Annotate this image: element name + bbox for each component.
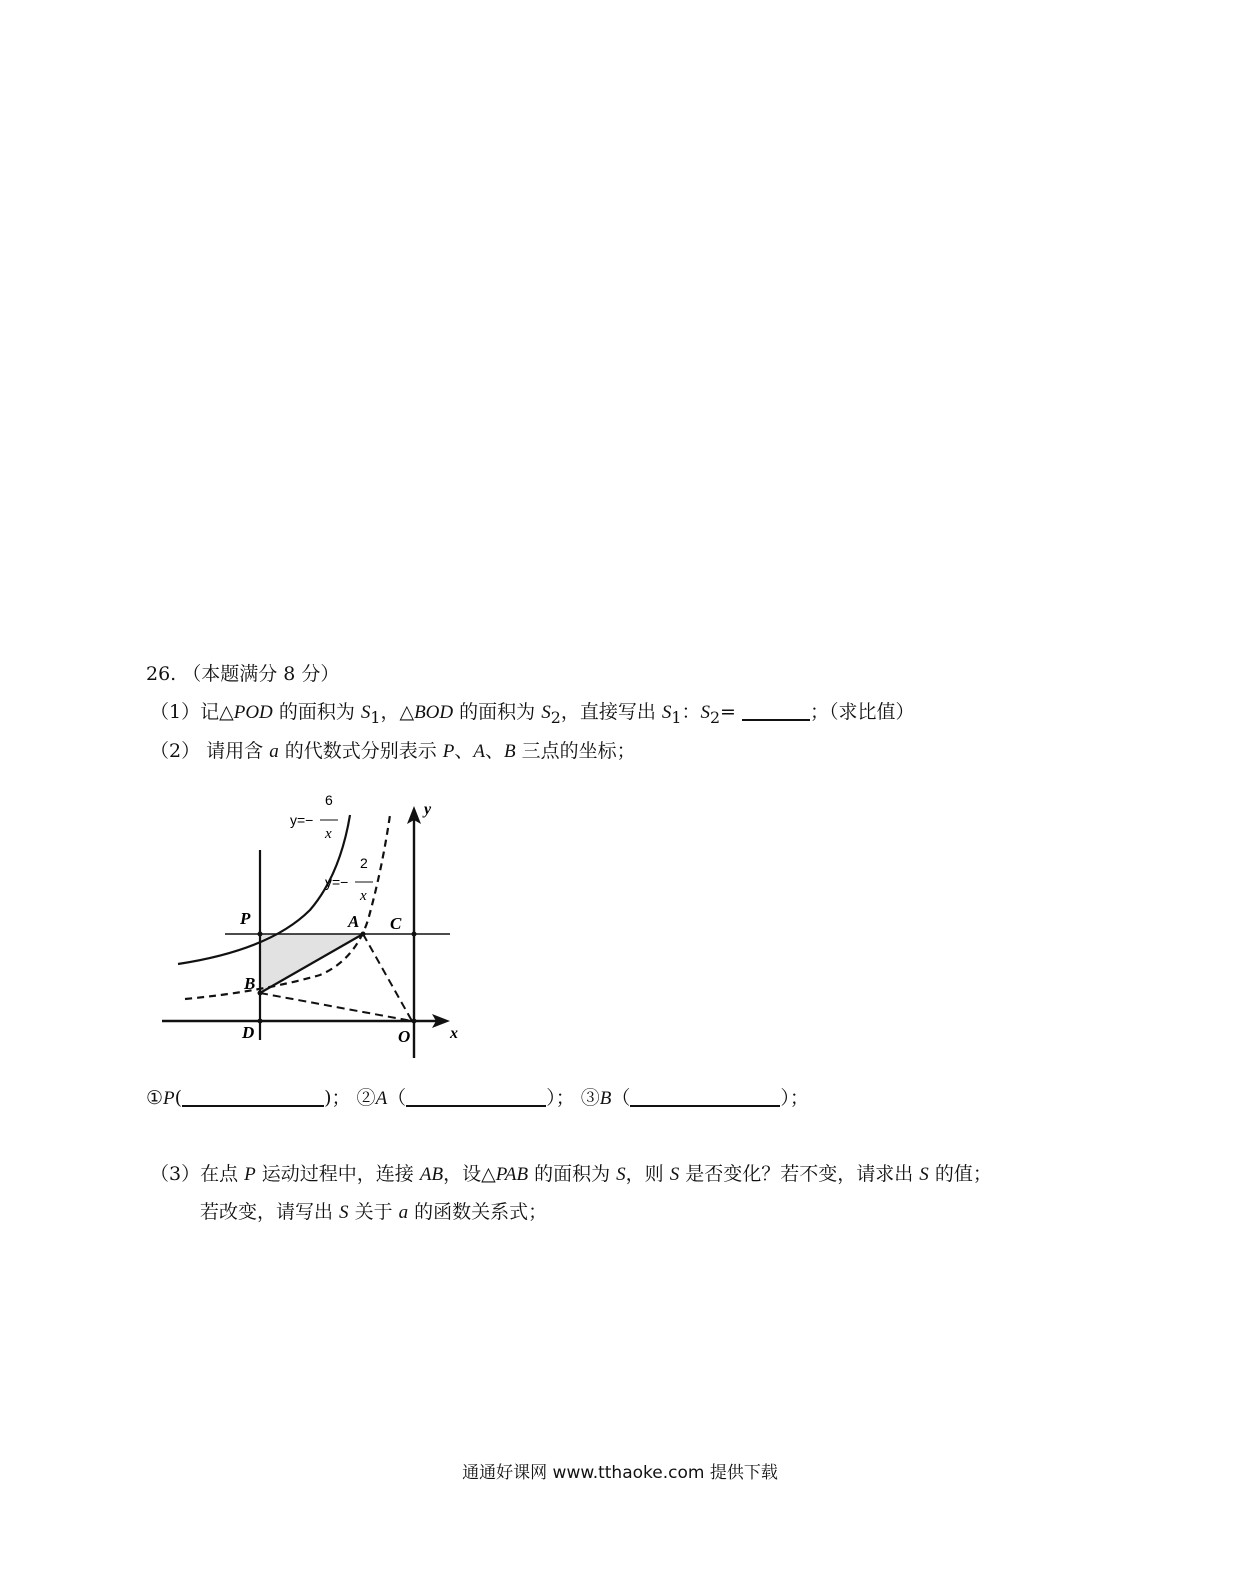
label-y: y <box>424 801 432 818</box>
answer-mark-3: ③ <box>580 1087 600 1109</box>
paren: （ <box>387 1087 407 1109</box>
curve1-label-den: x <box>325 826 332 842</box>
problem-score-note: （本题满分 8 分） <box>182 663 340 685</box>
part1-text: ，直接写出 <box>560 701 662 723</box>
answer-b-blank[interactable] <box>630 1087 780 1107</box>
curve1-label-num: 6 <box>325 792 333 808</box>
ratio-answer-blank[interactable] <box>742 701 810 721</box>
part1-text: 的面积为 <box>272 701 361 723</box>
part2-text: 三点的坐标； <box>515 740 636 762</box>
part2-question <box>150 739 636 764</box>
s1-symbol: S <box>360 702 371 723</box>
curve2-label-num: 2 <box>360 855 368 871</box>
separator: 、 <box>454 740 474 762</box>
paren: )； <box>324 1087 351 1109</box>
ratio-s2: S <box>700 702 710 723</box>
problem-number: 26. <box>146 663 177 685</box>
s1-subscript: 1 <box>370 707 381 727</box>
part1-index: （1） <box>150 701 201 723</box>
point-b-dot <box>258 991 263 996</box>
part3-question-line1 <box>150 1162 992 1187</box>
triangle-bod: BOD <box>414 702 454 723</box>
part3-index: （3） <box>150 1163 201 1185</box>
part3-question-line2 <box>200 1200 547 1225</box>
point-a: A <box>473 741 486 762</box>
answer-mark-2: ② <box>356 1087 376 1109</box>
part3-text: 是否变化？若不变，请求出 <box>679 1163 920 1185</box>
part1-tail: ；（求比值） <box>810 701 915 723</box>
s-symbol: S <box>339 1202 349 1223</box>
variable-a: a <box>398 1202 409 1223</box>
triangle-pab: PAB <box>495 1164 529 1185</box>
part2-index: （2） <box>150 740 201 762</box>
s2-symbol: S <box>541 702 551 723</box>
part3-text: ，则 <box>625 1163 670 1185</box>
paren: ）； <box>546 1087 575 1109</box>
separator: 、 <box>485 740 505 762</box>
answer-p-label: P <box>163 1088 175 1109</box>
answer-p-blank[interactable] <box>182 1087 324 1107</box>
ratio-colon: ： <box>681 701 701 723</box>
part1-question <box>150 700 915 730</box>
label-b: B <box>244 974 256 993</box>
variable-a: a <box>269 741 279 762</box>
answer-a-label: A <box>375 1088 388 1109</box>
part1-text: ，△ <box>380 701 415 723</box>
part3-text: 的面积为 <box>528 1163 617 1185</box>
point-b: B <box>504 741 516 762</box>
point-c-dot <box>412 932 417 937</box>
answer-mark-1: ① <box>146 1087 164 1109</box>
page-footer: 通通好课网 www.tthaoke.com 提供下载 <box>462 1463 778 1483</box>
answers-line <box>146 1086 809 1111</box>
segment-ao <box>363 934 412 1021</box>
point-d-dot <box>258 1019 263 1024</box>
answer-a-blank[interactable] <box>406 1087 546 1107</box>
segment-bo <box>260 993 412 1021</box>
part3-text: 若改变，请写出 <box>200 1201 340 1223</box>
part3-text: 的值； <box>928 1163 992 1185</box>
s2-subscript: 2 <box>550 707 561 727</box>
point-a-dot <box>361 932 366 937</box>
part3-text: ，设△ <box>443 1163 496 1185</box>
label-o: O <box>398 1027 411 1046</box>
paren: （ <box>611 1087 631 1109</box>
label-x: x <box>450 1025 458 1042</box>
curve2-label-den: x <box>360 888 367 904</box>
paren: ）； <box>780 1087 809 1109</box>
label-d: D <box>242 1023 255 1042</box>
s-symbol: S <box>919 1164 929 1185</box>
point-p: P <box>442 741 455 762</box>
part3-text: 在点 <box>200 1163 245 1185</box>
ratio-s1: S <box>661 702 672 723</box>
part2-text: 请用含 <box>200 740 270 762</box>
part3-text: 的函数关系式； <box>408 1201 548 1223</box>
ratio-equals: = <box>720 701 742 723</box>
s-symbol: S <box>616 1164 626 1185</box>
part3-text: 关于 <box>348 1201 399 1223</box>
coordinate-figure <box>150 790 470 1060</box>
curve1-label-prefix: y=− <box>290 812 314 828</box>
part2-text: 的代数式分别表示 <box>278 740 443 762</box>
part1-text: 的面积为 <box>453 701 542 723</box>
triangle-pod: POD <box>233 702 273 723</box>
ratio-s2-subscript: 2 <box>709 707 721 727</box>
ratio-s1-subscript: 1 <box>671 707 682 727</box>
label-p: P <box>240 909 251 928</box>
curve2-label-prefix: y=− <box>325 874 349 890</box>
segment-ab-label: AB <box>419 1164 444 1185</box>
label-a: A <box>348 912 360 931</box>
paren: ( <box>174 1087 183 1109</box>
point-p: P <box>244 1164 256 1185</box>
s-symbol: S <box>669 1164 680 1185</box>
point-o-dot <box>412 1019 417 1024</box>
part1-text: 记△ <box>200 701 234 723</box>
answer-b-label: B <box>599 1088 612 1109</box>
point-p-dot <box>258 932 263 937</box>
label-c: C <box>390 914 402 933</box>
problem-heading <box>146 662 339 686</box>
part3-text: 运动过程中，连接 <box>255 1163 420 1185</box>
